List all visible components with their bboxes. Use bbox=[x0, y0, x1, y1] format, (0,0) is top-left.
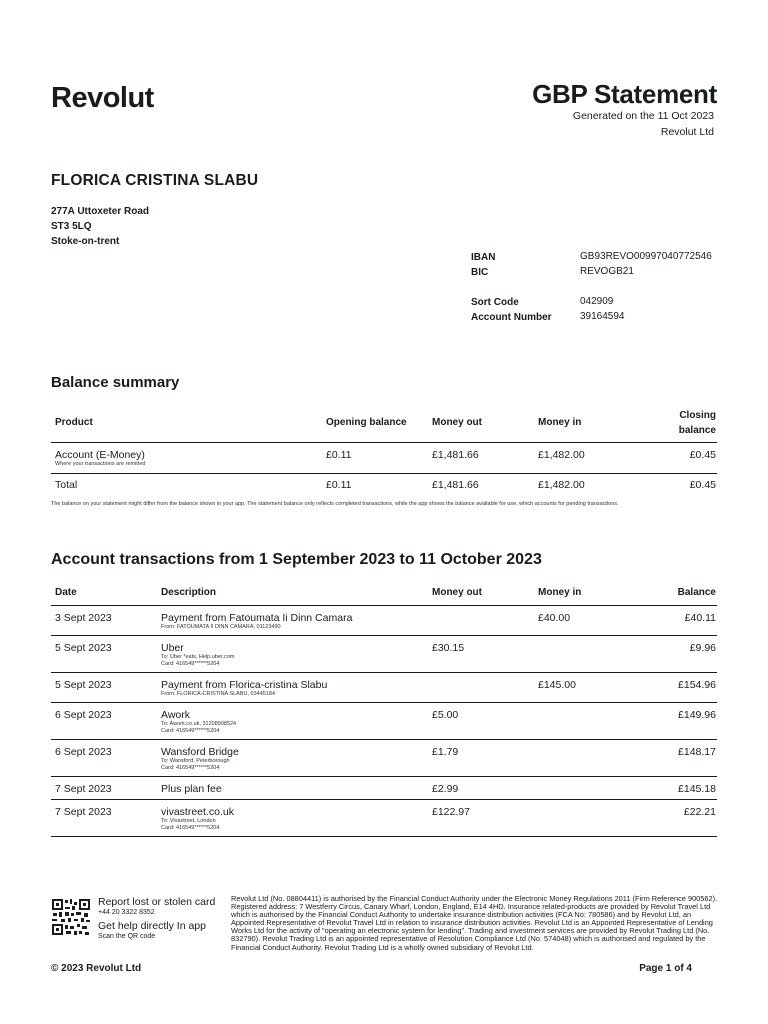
description-detail: From: FATOUMATA II DINN CAMARA, 01123490 bbox=[161, 623, 281, 630]
col-money-out: Money out bbox=[432, 417, 482, 429]
opening-cell: £0.11 bbox=[326, 478, 352, 491]
table-row bbox=[51, 473, 717, 497]
description-cell bbox=[157, 702, 428, 739]
revolut-logo: Revolut bbox=[51, 82, 154, 114]
description-text: Uber bbox=[161, 641, 184, 654]
balance-header-row bbox=[51, 404, 717, 442]
date-cell: 7 Sept 2023 bbox=[55, 805, 112, 818]
money-out-cell: £5.00 bbox=[432, 708, 459, 721]
description-cell bbox=[157, 739, 428, 776]
table-row bbox=[51, 672, 717, 702]
qr-code-icon bbox=[51, 898, 91, 936]
description-cell bbox=[157, 635, 428, 672]
description-detail: Card: 416549******5204 bbox=[161, 764, 220, 771]
col-date: Date bbox=[55, 587, 77, 599]
date-cell: 6 Sept 2023 bbox=[55, 708, 112, 721]
out-cell: £1,481.66 bbox=[432, 478, 479, 491]
money-in-cell bbox=[534, 702, 640, 739]
report-card-title: Report lost or stolen card bbox=[98, 896, 216, 908]
money-in-cell bbox=[534, 776, 640, 799]
money-out-cell: £1.79 bbox=[432, 745, 459, 758]
money-in-cell bbox=[534, 739, 640, 776]
money-in-cell: £145.00 bbox=[538, 678, 576, 691]
money-out-cell bbox=[428, 605, 534, 635]
description-text: Awork bbox=[161, 708, 190, 721]
balance-cell: £154.96 bbox=[678, 678, 716, 691]
date-cell: 6 Sept 2023 bbox=[55, 745, 112, 758]
table-row bbox=[51, 739, 717, 776]
customer-name: FLORICA CRISTINA SLABU bbox=[51, 172, 259, 189]
page-number: Page 1 of 4 bbox=[639, 963, 692, 974]
company-name: Revolut Ltd bbox=[660, 126, 714, 138]
money-out-cell: £122.97 bbox=[432, 805, 470, 818]
description-detail: Card: 416549******5204 bbox=[161, 660, 220, 667]
statement-title: GBP Statement bbox=[532, 79, 717, 109]
balance-note: The balance on your statement might differ from the balance shown in your app. The statement balance only reflects completed transactions, while the app shows the balance available for use, which accounts for pending transactions. bbox=[51, 501, 619, 507]
description-detail: To: Vivastreet, London bbox=[161, 817, 216, 824]
balance-cell: £22.21 bbox=[683, 805, 716, 818]
date-cell: 7 Sept 2023 bbox=[55, 782, 112, 795]
description-text: Payment from Florica-cristina Slabu bbox=[161, 678, 328, 691]
table-row bbox=[51, 442, 717, 473]
col-money-in: Money in bbox=[538, 417, 582, 429]
col-description: Description bbox=[161, 587, 217, 599]
col-opening-balance: Opening balance bbox=[326, 417, 407, 429]
address-line-2: ST3 5LQ bbox=[51, 221, 92, 232]
description-text: Payment from Fatoumata Ii Dinn Camara bbox=[161, 611, 353, 624]
balance-cell: £145.18 bbox=[678, 782, 716, 795]
legal-text: Revolut Ltd (No. 08804411) is authorised by the Financial Conduct Authority under the Electronic Money Regulations 2011 (Firm Reference 900562). Registered address: 7 Westferry Circus, Canary Wharf, London, England, E14 4HD. Insurance related-products are provided by Revolut Travel Ltd which is authorised by the Financial Conduct Authority to undertake insurance distribution activities (FCA No: 780586) and by Revolut Ltd, an Appointed Representative of Revolut Travel Ltd in relation to insurance distribution activities. Revolut Ltd is an Appointed Representative of Lending Works Ltd for the activity of "operating an electronic system for lending". Trading and investment services are provided by Revolut Trading Ltd (No. 832790). Revolut Trading Ltd is an appointed representative of Resolution Compliance Ltd (No. 574048) which is authorised and regulated by the Financial Conduct Authority. Revolut Trading Ltd is a wholly owned subsidiary of Revolut Ltd. bbox=[231, 894, 718, 952]
iban-value: GB93REVO00997040772546 bbox=[580, 251, 712, 262]
money-in-cell: £40.00 bbox=[538, 611, 571, 624]
help-app-sub: Scan the QR code bbox=[98, 933, 156, 940]
balance-cell: £148.17 bbox=[678, 745, 716, 758]
col-balance: Balance bbox=[677, 587, 716, 599]
description-cell bbox=[157, 605, 428, 635]
generated-date: Generated on the 11 Oct 2023 bbox=[572, 110, 714, 122]
in-cell: £1,482.00 bbox=[538, 478, 585, 491]
balance-cell: £40.11 bbox=[684, 611, 716, 624]
opening-cell: £0.11 bbox=[326, 448, 352, 461]
sort-code-value: 042909 bbox=[580, 296, 614, 307]
money-in-cell bbox=[534, 799, 640, 836]
address-line-1: 277A Uttoxeter Road bbox=[51, 206, 149, 217]
closing-cell: £0.45 bbox=[689, 478, 716, 491]
balance-cell: £9.96 bbox=[689, 641, 716, 654]
account-number-value: 39164594 bbox=[580, 311, 625, 322]
transactions-table bbox=[51, 581, 717, 837]
transactions-title: Account transactions from 1 September 2023 to 11 October 2023 bbox=[51, 551, 542, 568]
sort-code-label: Sort Code bbox=[471, 297, 519, 308]
description-cell bbox=[157, 799, 428, 836]
product-cell: Total bbox=[55, 478, 78, 491]
table-row bbox=[51, 776, 717, 799]
in-cell: £1,482.00 bbox=[538, 448, 585, 461]
money-in-cell bbox=[534, 635, 640, 672]
product-cell: Account (E-Money) Where your transactions are remitted bbox=[55, 448, 146, 467]
bic-label: BIC bbox=[471, 267, 489, 278]
description-cell bbox=[157, 776, 428, 799]
money-out-cell: £30.15 bbox=[432, 641, 465, 654]
table-row bbox=[51, 799, 717, 836]
bic-value: REVOGB21 bbox=[580, 266, 634, 277]
description-cell bbox=[157, 672, 428, 702]
balance-cell: £149.96 bbox=[678, 708, 716, 721]
col-money-in: Money in bbox=[538, 587, 582, 599]
date-cell: 5 Sept 2023 bbox=[55, 641, 112, 654]
description-detail: To: Uber *eats, Help.uber.com bbox=[161, 653, 235, 660]
description-text: Wansford Bridge bbox=[161, 745, 239, 758]
description-text: Plus plan fee bbox=[161, 782, 222, 795]
copyright: © 2023 Revolut Ltd bbox=[51, 963, 142, 974]
date-cell: 5 Sept 2023 bbox=[55, 678, 112, 691]
money-out-cell bbox=[428, 672, 534, 702]
balance-summary-title: Balance summary bbox=[51, 374, 180, 391]
description-detail: Card: 416549******5204 bbox=[161, 824, 220, 831]
account-number-label: Account Number bbox=[471, 312, 552, 323]
table-row bbox=[51, 635, 717, 672]
description-detail: Card: 416549******5204 bbox=[161, 727, 220, 734]
table-row bbox=[51, 605, 717, 635]
out-cell: £1,481.66 bbox=[432, 448, 479, 461]
description-detail: To: Wansford, Peterborough bbox=[161, 757, 230, 764]
date-cell: 3 Sept 2023 bbox=[55, 611, 112, 624]
transactions-header-row bbox=[51, 581, 717, 605]
report-card-phone: +44 20 3322 8352 bbox=[98, 909, 155, 916]
description-detail: To: Awork.co.uk, 31208908524 bbox=[161, 720, 237, 727]
description-text: vivastreet.co.uk bbox=[161, 805, 234, 818]
col-closing-balance: Closing balance bbox=[678, 409, 716, 436]
balance-summary-table bbox=[51, 404, 717, 497]
address-line-3: Stoke-on-trent bbox=[51, 236, 120, 247]
description-detail: From: FLORICA-CRISTINA SLABU, 03445184 bbox=[161, 690, 276, 697]
money-out-cell: £2.99 bbox=[432, 782, 459, 795]
table-row bbox=[51, 702, 717, 739]
help-app-title: Get help directly In app bbox=[98, 920, 206, 932]
col-product: Product bbox=[55, 417, 93, 429]
col-money-out: Money out bbox=[432, 587, 482, 599]
iban-label: IBAN bbox=[471, 252, 496, 263]
closing-cell: £0.45 bbox=[689, 448, 716, 461]
